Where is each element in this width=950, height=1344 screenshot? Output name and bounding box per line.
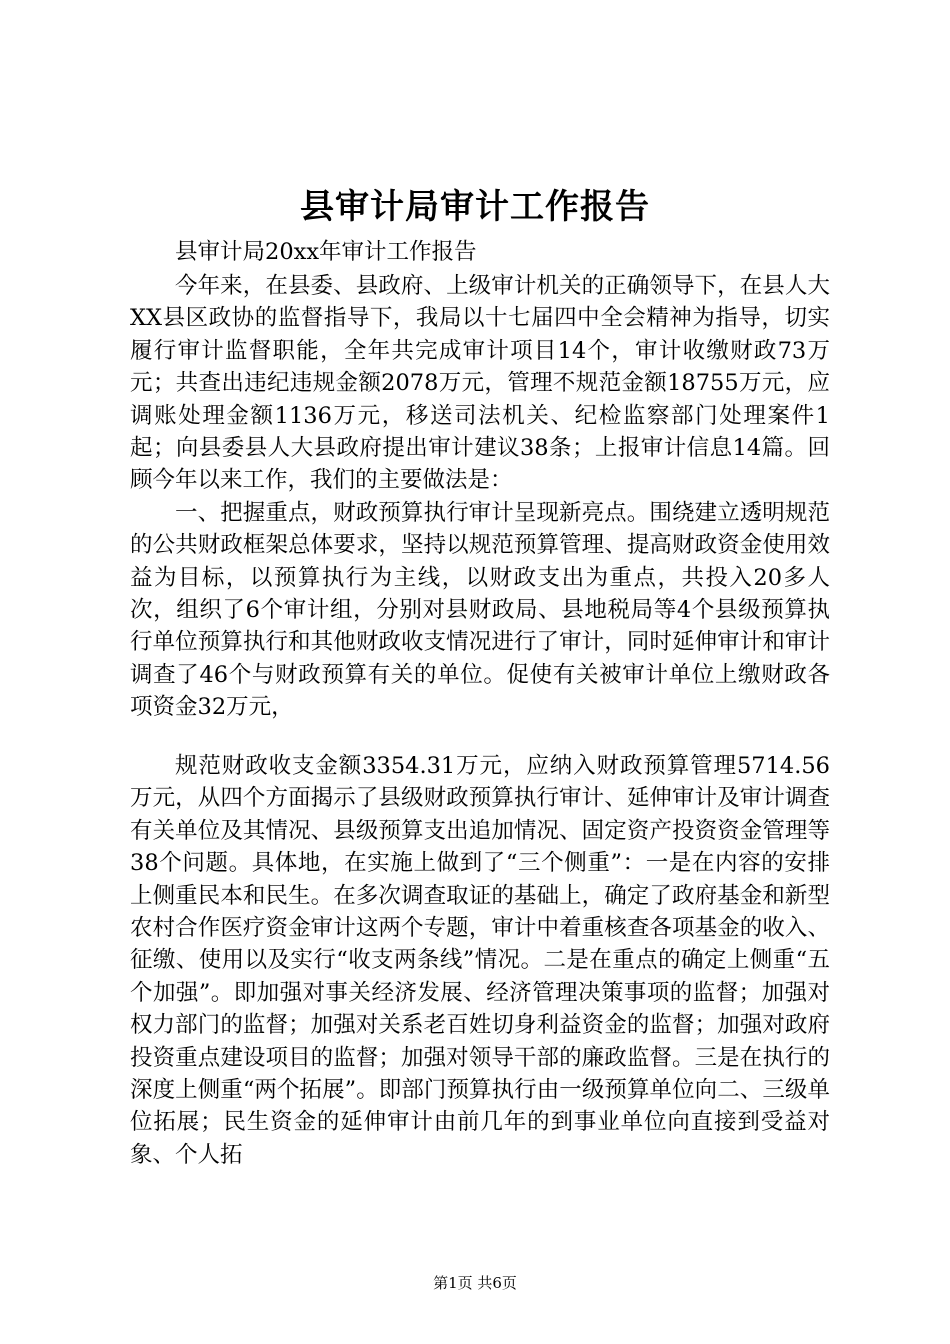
body-block-top <box>130 270 830 724</box>
page-footer: 第1页 共6页 <box>433 1274 517 1292</box>
document-subtitle: 县审计局20xx年审计工作报告 <box>175 239 477 265</box>
body-block-bottom <box>130 750 830 1171</box>
document-title: 县审计局审计工作报告 <box>300 187 650 227</box>
paragraph-section-one: 一、把握重点，财政预算执行审计呈现新亮点。围绕建立透明规范的公共财政框架总体要求，坚持以规范预算管理、提高财政资金使用效益为目标，以预算执行为主线，以财政支出为重点，共投入20多人次，组织了6个审计组，分别对县财政局、县地税局等4个县级预算执行单位预算执行和其他财政收支情况进行了审计，同时延伸审计和审计调查了46个与财政预算有关的单位。促使有关被审计单位上缴财政各项资金32万元， <box>130 499 830 721</box>
paragraph-continuation: 规范财政收支金额3354.31万元，应纳入财政预算管理5714.56万元，从四个方面揭示了县级财政预算执行审计、延伸审计及审计调查有关单位及其情况、县级预算支出追加情况、固定资产投资资金管理等38个问题。具体地，在实施上做到了“三个侧重”：一是在内容的安排上侧重民本和民生。在多次调查取证的基础上，确定了政府基金和新型农村合作医疗资金审计这两个专题，审计中着重核查各项基金的收入、征缴、使用以及实行“收支两条线”情况。二是在重点的确定上侧重“五个加强”。即加强对事关经济发展、经济管理决策事项的监督；加强对权力部门的监督；加强对关系老百姓切身利益资金的监督；加强对政府投资重点建设项目的监督；加强对领导干部的廉政监督。三是在执行的深度上侧重“两个拓展”。即部门预算执行由一级预算单位向二、三级单位拓展；民生资金的延伸审计由前几年的到事业单位向直接到受益对象、个人拓 <box>130 753 830 1168</box>
paragraph-intro: 今年来，在县委、县政府、上级审计机关的正确领导下，在县人大XX县区政协的监督指导下，我局以十七届四中全会精神为指导，切实履行审计监督职能，全年共完成审计项目14个，审计收缴财政73万元；共查出违纪违规金额2078万元，管理不规范金额18755万元，应调账处理金额1136万元，移送司法机关、纪检监察部门处理案件1起；向县委县人大县政府提出审计建议38条；上报审计信息14篇。回顾今年以来工作，我们的主要做法是： <box>130 273 830 494</box>
